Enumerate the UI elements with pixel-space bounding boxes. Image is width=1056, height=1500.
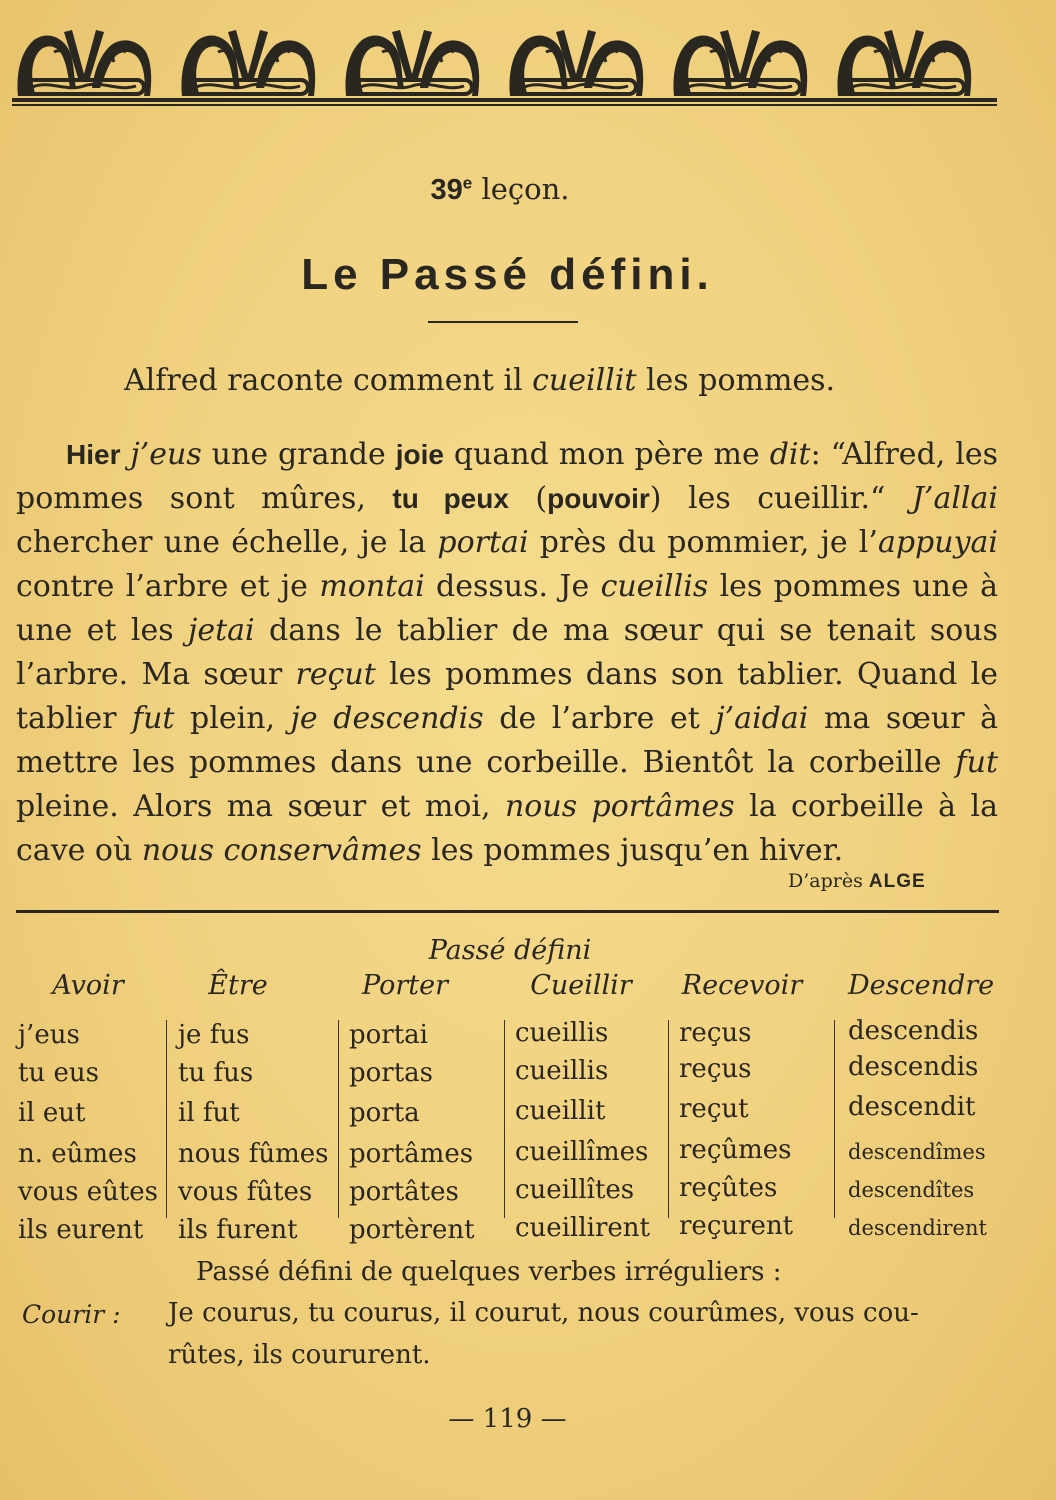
conjugation-form: cueillit xyxy=(515,1096,606,1126)
passage-text: ) les cueillir.“ xyxy=(649,481,912,516)
intro-after: les pommes. xyxy=(636,363,836,398)
lesson-number-value: 39 xyxy=(430,174,463,206)
conjugation-form: descendirent xyxy=(848,1216,987,1240)
column-avoir xyxy=(18,970,168,1255)
conjugation-form: descendîmes xyxy=(848,1140,986,1164)
column-descendre xyxy=(848,970,1008,1255)
passage-text: dans le tablier de ma sœur qui se tenait sous l’arbre. Ma sœur xyxy=(16,613,998,692)
conjugation-form: nous fûmes xyxy=(178,1139,329,1169)
conjugation-form: porta xyxy=(349,1098,420,1128)
passage-text: la corbeille à la cave où xyxy=(16,789,998,868)
conjugation-form: portâmes xyxy=(349,1139,474,1169)
intro-verb: cueillit xyxy=(532,363,637,398)
passage-text: une grande xyxy=(201,437,396,472)
conjugation-form: vous eûtes xyxy=(18,1177,159,1207)
page-title: Le Passé défini. xyxy=(301,250,714,299)
column-separator xyxy=(504,1020,505,1218)
passage-verb: cueillis xyxy=(600,569,709,604)
passage-text: dessus. Je xyxy=(424,569,601,604)
conjugation-form: n. eûmes xyxy=(18,1139,137,1169)
conjugation-form: cueillis xyxy=(515,1056,609,1086)
irregular-verbs-title: Passé défini de quelques verbes irréguliers : xyxy=(196,1257,782,1287)
column-cueillir xyxy=(515,970,670,1255)
column-separator xyxy=(166,1020,167,1218)
intro-line xyxy=(124,363,835,398)
passage-text: contre l’arbre et je xyxy=(16,569,320,604)
ornamental-frieze xyxy=(12,22,997,106)
passage-verb: portai xyxy=(437,525,529,560)
attribution xyxy=(788,870,926,893)
passage-verb: je descendis xyxy=(290,701,484,736)
column-etre xyxy=(178,970,338,1255)
conjugation-form: portèrent xyxy=(349,1215,475,1245)
column-separator xyxy=(834,1020,835,1218)
conjugation-form: descendis xyxy=(848,1052,979,1082)
conjugation-form: portai xyxy=(349,1020,428,1050)
column-header: Porter xyxy=(362,970,448,1001)
passage-text: les pommes jusqu’en hiver. xyxy=(421,833,844,868)
conjugation-title: Passé défini xyxy=(428,935,592,966)
column-separator xyxy=(338,1020,339,1218)
lesson-number-superscript: e xyxy=(462,173,473,193)
conjugation-form: descendit xyxy=(848,1092,976,1122)
conjugation-form: reçus xyxy=(679,1054,752,1084)
passage-text: plein, xyxy=(174,701,291,736)
conjugation-form: vous fûtes xyxy=(178,1177,313,1207)
conjugation-form: ils eurent xyxy=(18,1215,144,1245)
conjugation-form: je fus xyxy=(178,1020,250,1050)
page-number: — 119 — xyxy=(448,1404,567,1434)
passage-text: : “Alfred, les pommes sont mûres, xyxy=(16,437,998,516)
conjugation-form: descendîtes xyxy=(848,1178,975,1202)
passage-verb: j’eus xyxy=(130,437,202,472)
passage-text: ma sœur à mettre les pommes dans une corbeille. Bientôt la corbeille xyxy=(16,701,998,780)
conjugation-form: j’eus xyxy=(18,1020,80,1050)
conjugation-table xyxy=(0,970,1056,1255)
passage-emphasis: tu peux xyxy=(392,483,509,514)
column-porter xyxy=(349,970,504,1255)
passage-text: près du pommier, je l’ xyxy=(528,525,878,560)
passage-paragraph xyxy=(16,433,998,873)
intro-before: Alfred raconte comment il xyxy=(124,363,533,398)
section-divider xyxy=(16,910,999,913)
column-header: Avoir xyxy=(52,970,124,1001)
column-header: Être xyxy=(208,970,268,1001)
conjugation-form: reçus xyxy=(679,1018,752,1048)
conjugation-form: reçûmes xyxy=(679,1135,792,1165)
irregular-verb-label: Courir : xyxy=(22,1300,121,1329)
column-recevoir xyxy=(679,970,834,1255)
column-separator xyxy=(668,1020,669,1218)
passage-verb: fut xyxy=(955,745,998,780)
column-header: Cueillir xyxy=(530,970,632,1001)
passage-verb: fut xyxy=(132,701,175,736)
title-divider xyxy=(428,321,578,323)
passage-text xyxy=(120,437,130,472)
conjugation-form: reçurent xyxy=(679,1211,794,1241)
conjugation-form: tu fus xyxy=(178,1058,254,1088)
passage-text: quand mon père me xyxy=(443,437,770,472)
passage-text: ( xyxy=(508,481,548,516)
reading-passage xyxy=(16,433,998,873)
passage-verb: dit xyxy=(769,437,811,472)
irregular-verb-line: rûtes, ils coururent. xyxy=(168,1340,431,1370)
passage-text: chercher une échelle, je la xyxy=(16,525,438,560)
conjugation-form: tu eus xyxy=(18,1058,99,1088)
passage-verb: montai xyxy=(319,569,425,604)
passage-text: les pommes dans son tablier. Quand le tablier xyxy=(16,657,998,736)
passage-verb: nous portâmes xyxy=(504,789,735,824)
conjugation-form: cueillîtes xyxy=(515,1175,635,1205)
irregular-verb-line: Je courus, tu courus, il courut, nous courûmes, vous cou- xyxy=(168,1298,919,1328)
conjugation-form: portâtes xyxy=(349,1177,459,1207)
passage-verb: J’allai xyxy=(911,481,999,516)
passage-emphasis: Hier xyxy=(66,439,121,470)
conjugation-form: portas xyxy=(349,1058,434,1088)
attribution-author: ALGE xyxy=(868,871,926,892)
lesson-number xyxy=(0,172,1000,207)
conjugation-form: ils furent xyxy=(178,1215,298,1245)
passage-text: pleine. Alors ma sœur et moi, xyxy=(16,789,505,824)
passage-text: de l’arbre et xyxy=(483,701,716,736)
conjugation-form: reçûtes xyxy=(679,1173,778,1203)
conjugation-form: il fut xyxy=(178,1098,240,1128)
passage-verb: reçut xyxy=(295,657,376,692)
conjugation-form: cueillîmes xyxy=(515,1137,649,1167)
passage-verb: appuyai xyxy=(877,525,998,560)
conjugation-form: cueillis xyxy=(515,1018,609,1048)
column-header: Descendre xyxy=(848,970,995,1001)
passage-emphasis: joie xyxy=(395,439,444,470)
conjugation-form: descendis xyxy=(848,1016,979,1046)
passage-emphasis: pouvoir xyxy=(547,483,650,514)
passage-text: les pommes une à une et les xyxy=(16,569,999,648)
column-header: Recevoir xyxy=(681,970,803,1001)
conjugation-form: cueillirent xyxy=(515,1213,650,1243)
conjugation-form: il eut xyxy=(18,1098,86,1128)
attribution-prefix: D’après xyxy=(788,870,863,892)
conjugation-form: reçut xyxy=(679,1094,749,1124)
lesson-word: leçon. xyxy=(481,172,570,206)
passage-verb: j’aidai xyxy=(715,701,809,736)
passage-verb: nous conservâmes xyxy=(141,833,422,868)
passage-verb: jetai xyxy=(188,613,255,648)
